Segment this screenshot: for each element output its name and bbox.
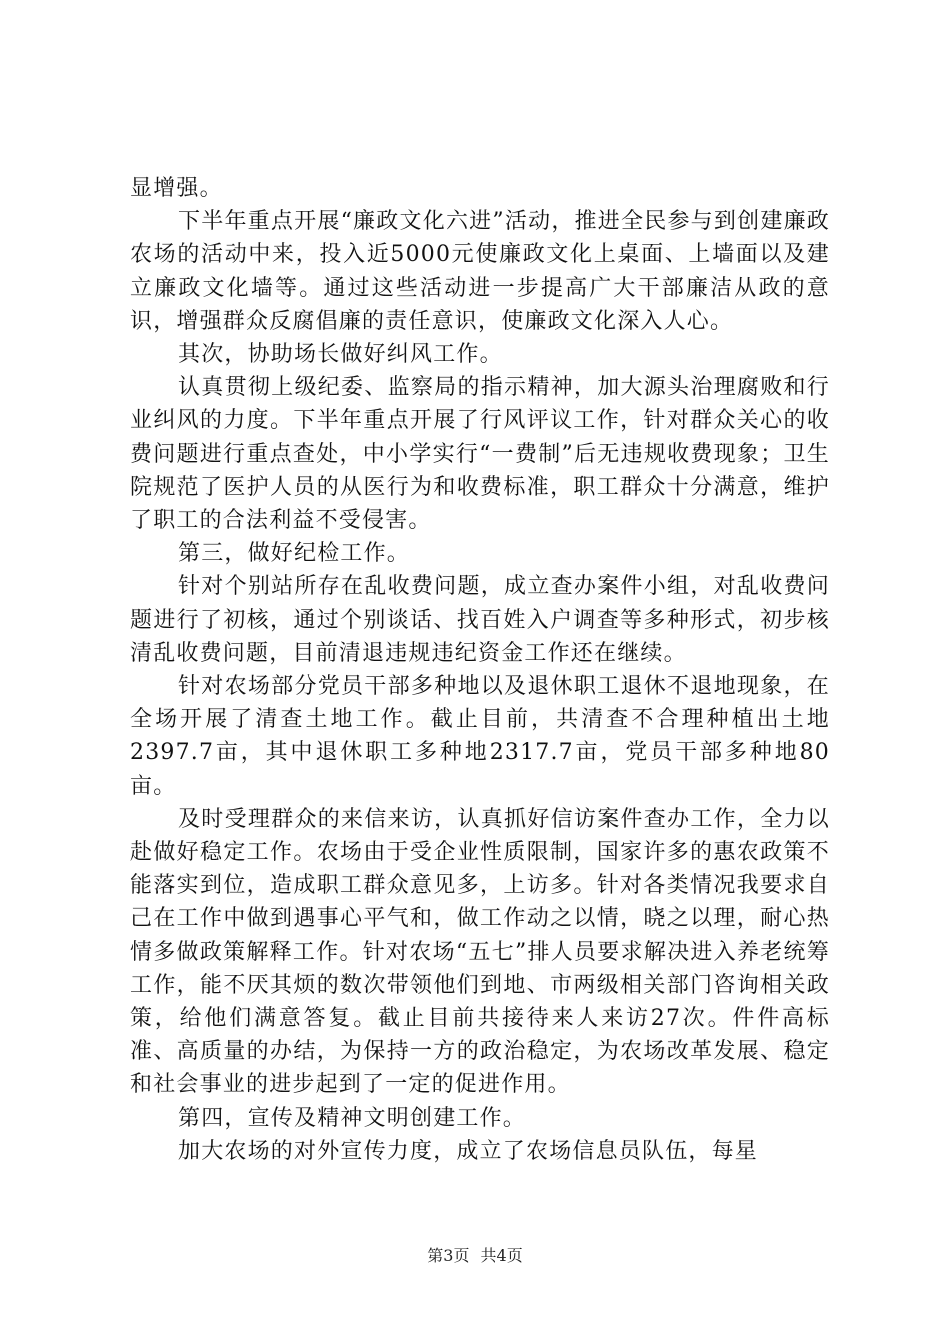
paragraph: 认真贯彻上级纪委、监察局的指示精神，加大源头治理腐败和行业纠风的力度。下半年重点开展了行风评议工作，针对群众关心的收费问题进行重点查处，中小学实行“一费制”后无违规收费现象；卫生院规范了医护人员的从医行为和收费标准，职工群众十分满意，维护了职工的合法利益不受侵害。 [130,375,830,534]
page-number: 第3页 [427,1246,470,1265]
section-heading: 第四，宣传及精神文明创建工作。 [178,1105,527,1131]
section-heading: 第三，做好纪检工作。 [178,541,411,567]
paragraph: 针对个别站所存在乱收费问题，成立查办案件小组，对乱收费问题进行了初核，通过个别谈话、找百姓入户调查等多种形式，初步核清乱收费问题，目前清退违规违纪资金工作还在继续。 [130,574,830,666]
paragraph: 针对农场部分党员干部多种地以及退休职工退休不退地现象，在全场开展了清查土地工作。截止目前，共清查不合理种植出土地2397.7亩，其中退休职工多种地2317.7亩，党员干部多种地80亩。 [130,674,830,799]
page-footer [0,1243,950,1266]
paragraph: 显增强。 [130,176,223,201]
document-body [130,172,830,1168]
paragraph: 及时受理群众的来信来访，认真抓好信访案件查办工作，全力以赴做好稳定工作。农场由于受企业性质限制，国家许多的惠农政策不能落实到位，造成职工群众意见多，上访多。针对各类情况我要求自己在工作中做到遇事心平气和，做工作动之以情，晓之以理，耐心热情多做政策解释工作。针对农场“五七”排人员要求解决进入养老统筹工作，能不厌其烦的数次带领他们到地、市两级相关部门咨询相关政策，给他们满意答复。截止目前共接待来人来访27次。件件高标准、高质量的办结，为保持一方的政治稳定，为农场改革发展、稳定和社会事业的进步起到了一定的促进作用。 [130,806,830,1098]
page-total: 共4页 [480,1246,523,1265]
paragraph: 下半年重点开展“廉政文化六进”活动，推进全民参与到创建廉政农场的活动中来，投入近5000元使廉政文化上桌面、上墙面以及建立廉政文化墙等。通过这些活动进一步提高广大干部廉洁从政的意识，增强群众反腐倡廉的责任意识，使廉政文化深入人心。 [130,209,830,334]
section-heading: 其次，协助场长做好纠风工作。 [178,342,503,368]
paragraph: 加大农场的对外宣传力度，成立了农场信息员队伍，每星 [178,1138,759,1164]
